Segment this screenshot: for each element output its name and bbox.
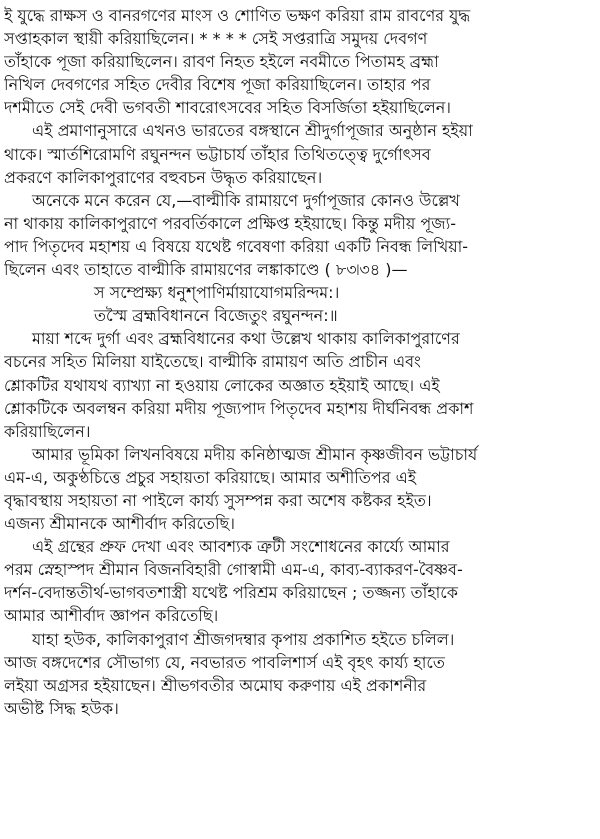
- text-line: অভীষ্ট সিদ্ধ হউক।: [4, 698, 119, 718]
- paragraph-3: [4, 189, 596, 281]
- text-line: করিয়াছিলেন।: [4, 421, 91, 441]
- paragraph-2: [4, 119, 596, 188]
- text-line: শ্লোকটির যথাযথ ব্যাখ্যা না হওয়ায় লোকের অজ্ঞাত হইয়াই আছে। এই: [4, 375, 440, 395]
- text-line: লইয়া অগ্রসর হইয়াছেন। শ্রীভগবতীর অমোঘ করুণায় এই প্রকাশনীর: [4, 675, 427, 695]
- text-line: প্রকরণে কালিকাপুরাণের বহুবচন উদ্ধৃত করিয়াছেন।: [4, 167, 323, 187]
- text-line: আজ বঙ্গদেশের সৌভাগ্য যে, নবভারত পাবলিশার্স এই বৃহৎ কার্য্য হাতে: [4, 652, 445, 672]
- text-line: এজন্য শ্রীমানকে আশীর্বাদ করিতেছি।: [4, 514, 235, 534]
- text-line: যাহা হউক, কালিকাপুরাণ শ্রীজগদম্বার কৃপায় প্রকাশিত হইতে চলিল।: [32, 629, 455, 649]
- text-line: অনেকে মনে করেন যে,—বাল্মীকি রামায়ণে দুর্গাপূজার কোনও উল্লেখ: [32, 190, 460, 210]
- verse-line: স সম্প্রেক্ষ্য ধনুশ্পাণির্মায়াযোগমরিন্দম:।: [94, 283, 340, 303]
- text-line: আমার ভূমিকা লিখনবিষয়ে মদীয় কনিষ্ঠাত্মজ শ্রীমান কৃষ্ণজীবন ভট্টাচার্য: [32, 444, 478, 464]
- text-line: দর্শন-বেদান্ততীর্থ-ভাগবতশাস্ত্রী যথেষ্ট পরিশ্রম করিয়াছেন ; তজ্জন্য তাঁহাকে: [4, 583, 458, 603]
- text-line: এম-এ, অকুণ্ঠচিত্তে প্রচুর সহায়তা করিয়াছে। আমার অশীতিপর এই: [4, 467, 417, 487]
- paragraph-5: [4, 443, 596, 535]
- text-line: বৃদ্ধাবস্থায় সহায়তা না পাইলে কার্য্য সুসম্পন্ন করা অশেষ কষ্টকর হইত।: [4, 490, 432, 510]
- paragraph-6: [4, 535, 596, 627]
- text-line: মায়া শব্দে দুর্গা এবং ব্রহ্মবিধানের কথা উল্লেখ থাকায় কালিকাপুরাণের: [32, 329, 460, 349]
- text-line: ছিলেন এবং তাহাতে বাল্মীকি রামায়ণের লঙ্কাকাণ্ডে ( ৮৩৷৩৪ )—: [4, 260, 408, 280]
- text-line: এই গ্রন্থের প্রুফ দেখা এবং আবশ্যক ত্রুটী সংশোধনের কার্য্যে আমার: [32, 537, 450, 557]
- paragraph-1: [4, 4, 596, 119]
- paragraph-7: [4, 628, 596, 720]
- text-line: থাকে। স্মার্তশিরোমণি রঘুনন্দন ভট্টাচার্য তাঁহার তিথিতত্ত্বে দুর্গোৎসব: [4, 144, 431, 164]
- text-line: দশমীতে সেই দেবী ভগবতী শাবরোৎসবের সহিত বিসর্জিতা হইয়াছিলেন।: [4, 98, 452, 118]
- text-line: এই প্রমাণানুসারে এখনও ভারতের বঙ্গস্থানে শ্রীদুর্গাপূজার অনুষ্ঠান হইয়া: [32, 121, 473, 141]
- text-line: শ্লোকটিকে অবলম্বন করিয়া মদীয় পূজ্যপাদ পিতৃদেব মহাশয় দীর্ঘনিবন্ধ প্রকাশ: [4, 398, 474, 418]
- sanskrit-verse: [4, 281, 596, 327]
- text-line: সপ্তাহকাল স্থায়ী করিয়াছিলেন। * * * * সেই সপ্তরাত্রি সমুদয় দেবগণ: [4, 29, 428, 49]
- text-line: আমার আশীর্বাদ জ্ঞাপন করিতেছি।: [4, 606, 219, 626]
- text-line: তাঁহাকে পূজা করিয়াছিলেন। রাবণ নিহত হইলে নবমীতে পিতামহ ব্রহ্মা: [4, 52, 439, 72]
- text-line: পাদ পিতৃদেব মহাশয় এ বিষয়ে যথেষ্ট গবেষণা করিয়া একটি নিবন্ধ লিখিয়া-: [4, 236, 469, 256]
- text-line: বচনের সহিত মিলিয়া যাইতেছে। বাল্মীকি রামায়ণ অতি প্রাচীন এবং: [4, 352, 421, 372]
- paragraph-4: [4, 327, 596, 442]
- text-line: পরম স্নেহাস্পদ শ্রীমান বিজনবিহারী গোস্বামী এম-এ, কাব্য-ব্যাকরণ-বৈষ্ণব-: [4, 560, 463, 580]
- verse-line: তস্মৈ ব্রহ্মবিধাননে বিজেতুং রঘুনন্দন:॥: [94, 306, 338, 326]
- text-line: না থাকায় কালিকাপুরাণে পরবর্তিকালে প্রক্ষিপ্ত হইয়াছে। কিন্তু মদীয় পূজ্য-: [4, 213, 456, 233]
- text-line: নিখিল দেবগণের সহিত দেবীর বিশেষ পূজা করিয়াছিলেন। তাহার পর: [4, 75, 431, 95]
- text-line: ই যুদ্ধে রাক্ষস ও বানরগণের মাংস ও শোণিত ভক্ষণ করিয়া রাম রাবণের যুদ্ধ: [4, 6, 471, 25]
